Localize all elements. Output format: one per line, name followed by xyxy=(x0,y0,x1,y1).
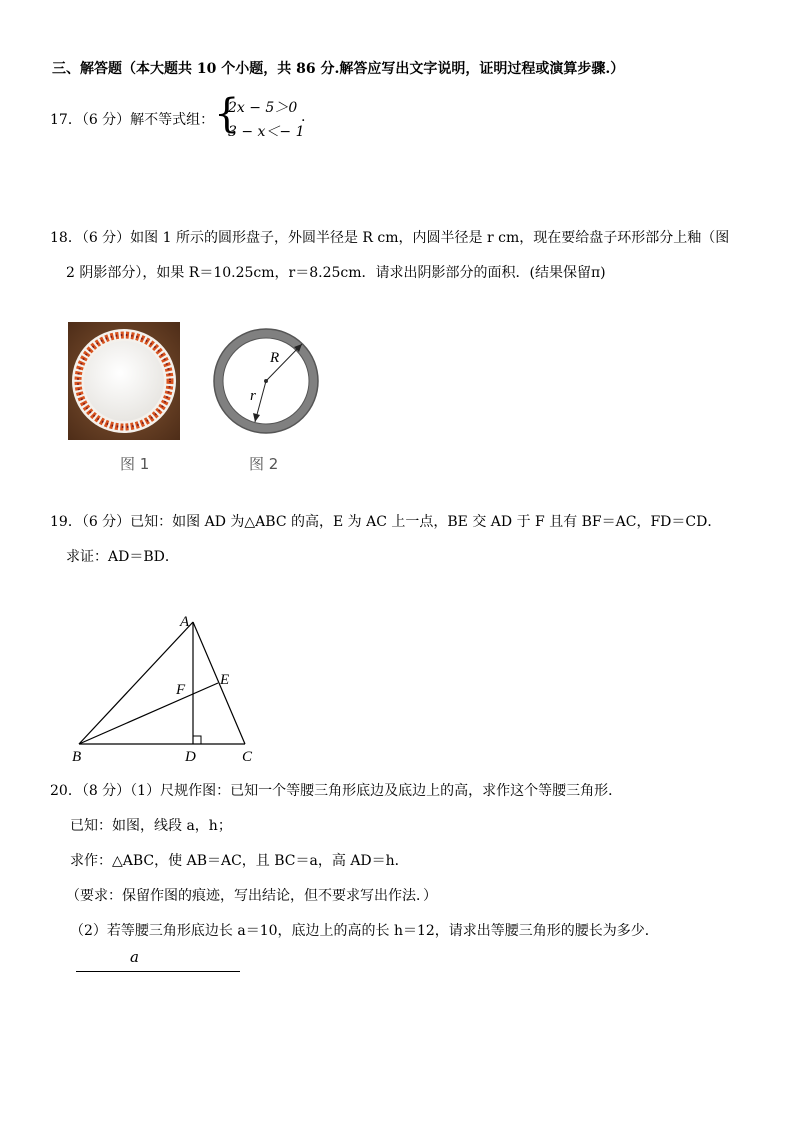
q19-label-B: B xyxy=(72,749,82,765)
q17-inequality-2: 3 − x＜− 1 xyxy=(228,124,305,140)
segment-a-label: a xyxy=(130,948,139,966)
figure-1-plate-photo xyxy=(68,322,180,440)
figure-2-label-r: r xyxy=(250,388,256,404)
q17-prompt: 17．（6 分）解不等式组： xyxy=(50,112,215,128)
q20-text-line4: （要求：保留作图的痕迹，写出结论，但不要求写出作法．） xyxy=(66,888,437,904)
section-heading: 三、解答题（本大题共 10 个小题，共 86 分.解答应写出文字说明，证明过程或演算步骤.） xyxy=(52,61,625,77)
q17-period: . xyxy=(301,109,306,125)
figure-2-caption: 图 2 xyxy=(249,455,279,473)
q20-text-line5: （2）若等腰三角形底边长 a＝10，底边上的高的长 h＝12，请求出等腰三角形的腰长为多少． xyxy=(70,923,659,939)
q19-label-D: D xyxy=(185,749,196,765)
q19-label-E: E xyxy=(220,672,230,688)
figure-1-caption: 图 1 xyxy=(120,455,150,473)
q19-text-line1: 19．（6 分）已知：如图 AD 为△ABC 的高，E 为 AC 上一点，BE 交 AD 于 F 且有 BF＝AC，FD＝CD． xyxy=(50,514,722,530)
q18-text-line2: 2 阴影部分），如果 R＝10.25cm，r＝8.25cm．请求出阴影部分的面积．(结果保留π) xyxy=(66,265,606,281)
q17-brace: { xyxy=(214,91,240,137)
q17-inequality-1: 2x − 5＞0 xyxy=(228,100,298,116)
q20-text-line2: 已知：如图，线段 a，h； xyxy=(70,818,232,834)
q19-text-line2: 求证：AD＝BD． xyxy=(66,549,179,565)
q19-triangle-figure xyxy=(60,608,270,770)
q19-label-C: C xyxy=(242,749,253,765)
q20-text-line1: 20．（8 分）（1）尺规作图：已知一个等腰三角形底边及底边上的高，求作这个等腰三角形． xyxy=(50,783,623,799)
q19-label-A: A xyxy=(180,614,190,630)
q20-text-line3: 求作：△ABC，使 AB＝AC，且 BC＝a，高 AD＝h． xyxy=(70,853,409,869)
segment-a-line xyxy=(76,971,240,972)
figure-2-annulus xyxy=(206,322,326,440)
q19-label-F: F xyxy=(176,682,186,698)
q18-text-line1: 18．（6 分）如图 1 所示的圆形盘子，外圆半径是 R cm，内圆半径是 r cm，现在要给盘子环形部分上釉（图 xyxy=(50,230,730,246)
figure-2-label-R: R xyxy=(270,350,280,366)
